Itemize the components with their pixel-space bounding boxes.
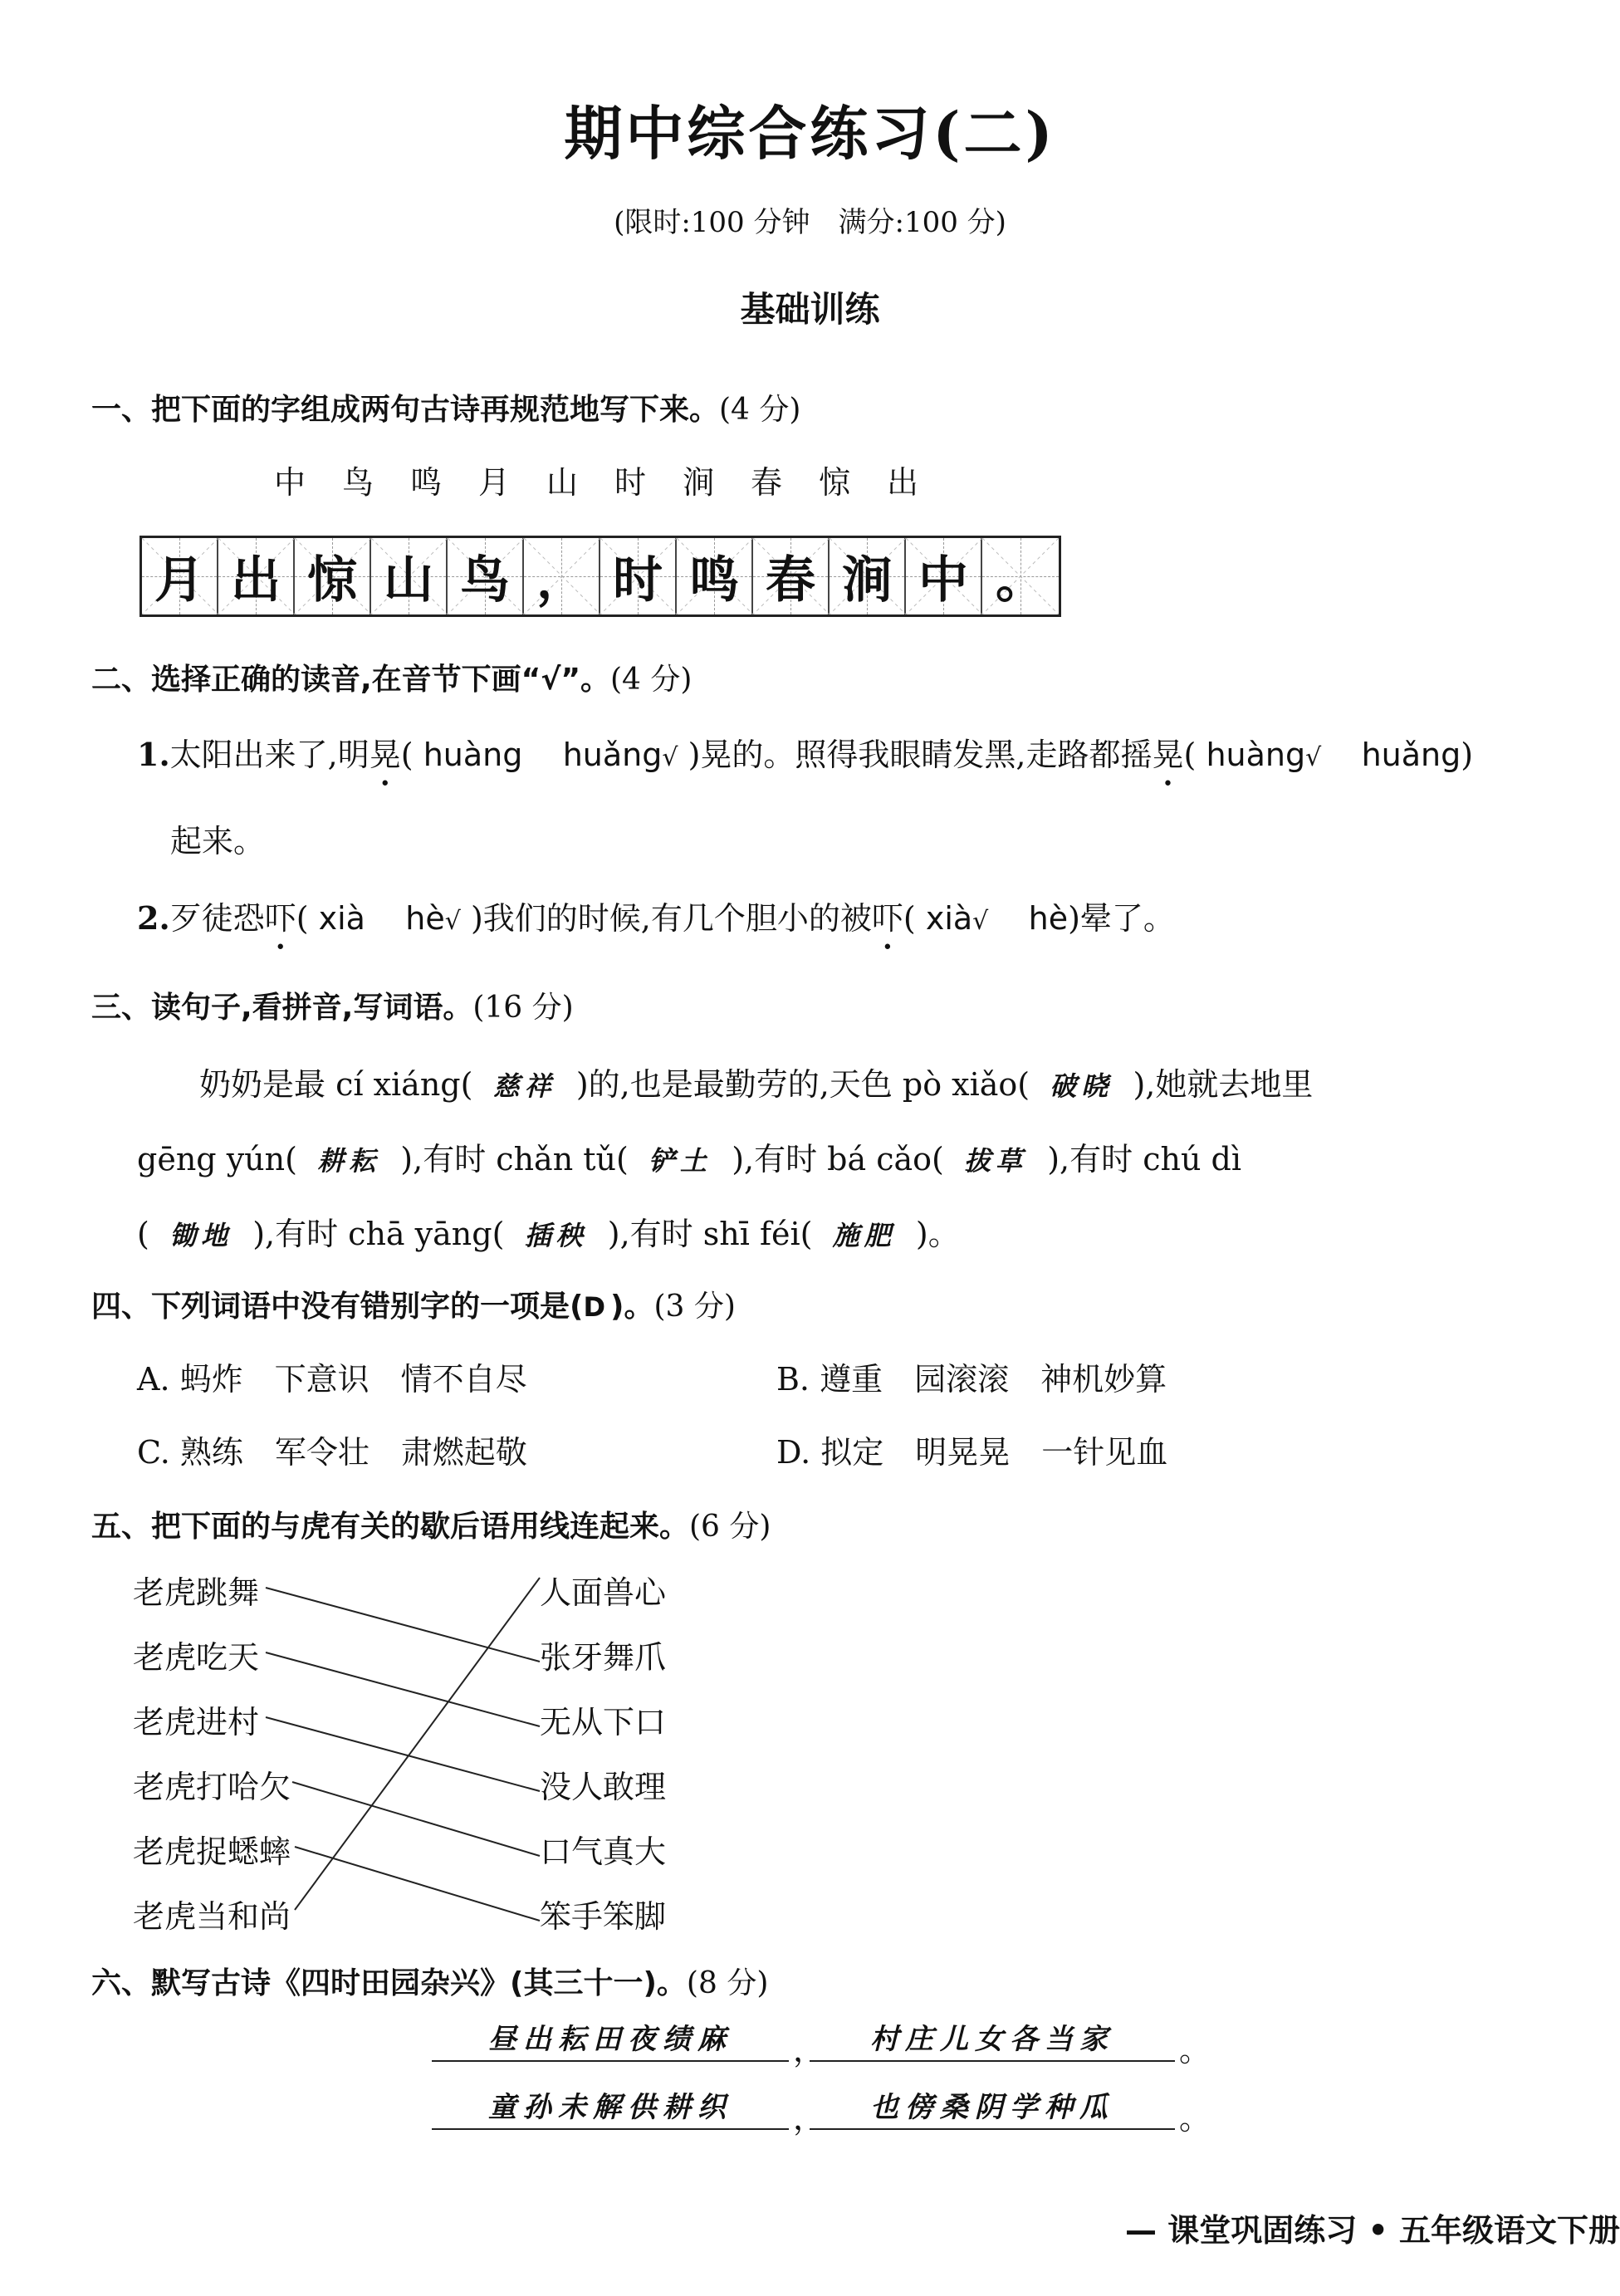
grid-cell[interactable]: 出 [218, 538, 295, 614]
section-title: 基础训练 [740, 289, 880, 330]
q1-char: 涧 [683, 464, 715, 501]
q5-heading: 五、把下面的与虎有关的歇后语用线连起来。(6 分) [91, 1510, 771, 1544]
q1-char: 山 [546, 464, 579, 501]
grid-cell[interactable]: 涧 [830, 538, 906, 614]
match-line [295, 1847, 540, 1921]
q1-char: 鸣 [410, 464, 443, 501]
q4-option-a[interactable]: A. 蚂炸 下意识 情不自尽 [137, 1361, 527, 1398]
pinyin-option[interactable]: xià [318, 900, 365, 937]
poem-comma: ， [793, 2032, 825, 2068]
q5-left-item[interactable]: 老虎进村 [133, 1704, 260, 1740]
poem-line[interactable]: 童孙未解供耕织 [432, 2084, 789, 2130]
q5-left-item[interactable]: 老虎打哈欠 [133, 1769, 291, 1805]
q1-answer-grid [139, 536, 1061, 617]
poem-period: 。 [1179, 2032, 1211, 2068]
page-title: 期中综合练习(二) [564, 99, 1056, 168]
q5-right-item[interactable]: 无从下口 [540, 1704, 667, 1740]
match-line [266, 1717, 540, 1791]
grid-cell[interactable]: 月 [142, 538, 218, 614]
check-icon: √ [444, 907, 461, 936]
q4-option-d[interactable]: D. 拟定 明晃晃 一针见血 [776, 1434, 1168, 1471]
answer-blank[interactable]: 耕耘 [317, 1145, 381, 1177]
q1-heading: 一、把下面的字组成两句古诗再规范地写下来。(4 分) [91, 393, 801, 427]
q2-sentence-2: 2.歹徒恐吓( xià hè√ )我们的时候,有几个胆小的被吓( xià√ hè)晕了。 [137, 899, 1175, 937]
answer-blank[interactable]: 施肥 [832, 1220, 896, 1251]
q1-char: 时 [614, 464, 647, 501]
q5-left-item[interactable]: 老虎跳舞 [133, 1574, 260, 1611]
grid-cell[interactable]: ， [524, 538, 600, 614]
q3-line-3: ( 锄地 ),有时 chā yāng( 插秧 ),有时 shī féi( 施肥 )。 [137, 1216, 960, 1252]
time-limit: (限时:100 分钟 满分:100 分) [614, 206, 1006, 239]
q4-heading: 四、下列词语中没有错别字的一项是(D)。(3 分) [91, 1290, 736, 1324]
answer-blank[interactable]: 锄地 [169, 1220, 233, 1251]
q1-char: 出 [887, 464, 919, 501]
q5-right-item[interactable]: 没人敢理 [540, 1769, 667, 1805]
grid-cell[interactable]: 山 [371, 538, 448, 614]
match-line [295, 1578, 540, 1910]
pinyin-option[interactable]: xià [925, 900, 973, 937]
page-footer: — 课堂巩固练习 • 五年级语文下册 [1125, 2212, 1620, 2249]
poem-period: 。 [1179, 2100, 1211, 2137]
pinyin-option[interactable]: hè [405, 900, 445, 937]
q5-right-item[interactable]: 人面兽心 [540, 1574, 667, 1611]
answer-blank[interactable]: 慈祥 [492, 1070, 556, 1102]
q1-char: 惊 [819, 464, 851, 501]
poem-comma: ， [793, 2100, 825, 2137]
q3-line-1: 奶奶是最 cí xiáng( 慈祥 )的,也是最勤劳的,天色 pò xiǎo( 破晓 ),她就去地里 [199, 1066, 1314, 1103]
q4-option-b[interactable]: B. 遵重 园滚滚 神机妙算 [776, 1361, 1167, 1398]
poem-line[interactable]: 村庄儿女各当家 [810, 2016, 1175, 2062]
grid-cell[interactable]: 中 [906, 538, 982, 614]
answer-blank[interactable]: 插秧 [524, 1220, 588, 1251]
q1-char-list [274, 457, 955, 502]
q1-char: 春 [751, 464, 783, 501]
grid-cell[interactable]: 。 [982, 538, 1059, 614]
pinyin-option[interactable]: huǎng [562, 737, 663, 773]
q3-line-2: gēng yún( 耕耘 ),有时 chǎn tǔ( 铲土 ),有时 bá cǎo( 拔草 ),有时 chú dì [137, 1141, 1242, 1177]
grid-cell[interactable]: 鸟 [448, 538, 524, 614]
q6-heading: 六、默写古诗《四时田园杂兴》(其三十一)。(8 分) [91, 1966, 769, 2000]
q2-heading: 二、选择正确的读音,在音节下画“√”。(4 分) [91, 663, 693, 697]
pinyin-option[interactable]: huàng [423, 737, 523, 773]
q2-sentence-1-cont: 起来。 [170, 823, 266, 859]
check-icon: √ [972, 907, 989, 936]
q5-left-item[interactable]: 老虎当和尚 [133, 1898, 291, 1935]
poem-line[interactable]: 昼出耘田夜绩麻 [432, 2016, 789, 2062]
check-icon: √ [1305, 743, 1322, 772]
grid-cell[interactable]: 鸣 [677, 538, 753, 614]
match-line [266, 1652, 540, 1726]
q4-option-c[interactable]: C. 熟练 军令壮 肃燃起敬 [137, 1434, 527, 1471]
q1-char: 鸟 [342, 464, 374, 501]
grid-cell[interactable]: 春 [753, 538, 830, 614]
pinyin-option[interactable]: huǎng [1361, 737, 1461, 773]
check-icon: √ [662, 743, 678, 772]
q5-right-item[interactable]: 张牙舞爪 [540, 1639, 667, 1676]
q3-heading: 三、读句子,看拼音,写词语。(16 分) [91, 991, 574, 1025]
q5-left-item[interactable]: 老虎吃天 [133, 1639, 260, 1676]
answer-blank[interactable]: 拔草 [964, 1145, 1028, 1177]
pinyin-option[interactable]: hè [1028, 900, 1069, 937]
pinyin-option[interactable]: huàng [1206, 737, 1306, 773]
q1-char: 月 [478, 464, 511, 501]
match-line [292, 1782, 540, 1856]
q5-right-item[interactable]: 口气真大 [540, 1833, 667, 1870]
q2-sentence-1: 1.太阳出来了,明晃( huàng huǎng√ )晃的。照得我眼睛发黑,走路都摇晃( huàng√ huǎng) [137, 736, 1474, 773]
q5-left-item[interactable]: 老虎捉蟋蟀 [133, 1833, 291, 1870]
q4-answer[interactable]: D [583, 1291, 611, 1323]
grid-cell[interactable]: 惊 [295, 538, 371, 614]
poem-line[interactable]: 也傍桑阴学种瓜 [810, 2084, 1175, 2130]
answer-blank[interactable]: 铲土 [648, 1145, 712, 1177]
q5-right-item[interactable]: 笨手笨脚 [540, 1898, 667, 1935]
grid-cell[interactable]: 时 [600, 538, 677, 614]
q1-char: 中 [274, 464, 306, 501]
answer-blank[interactable]: 破晓 [1050, 1070, 1113, 1102]
match-line [266, 1588, 540, 1662]
